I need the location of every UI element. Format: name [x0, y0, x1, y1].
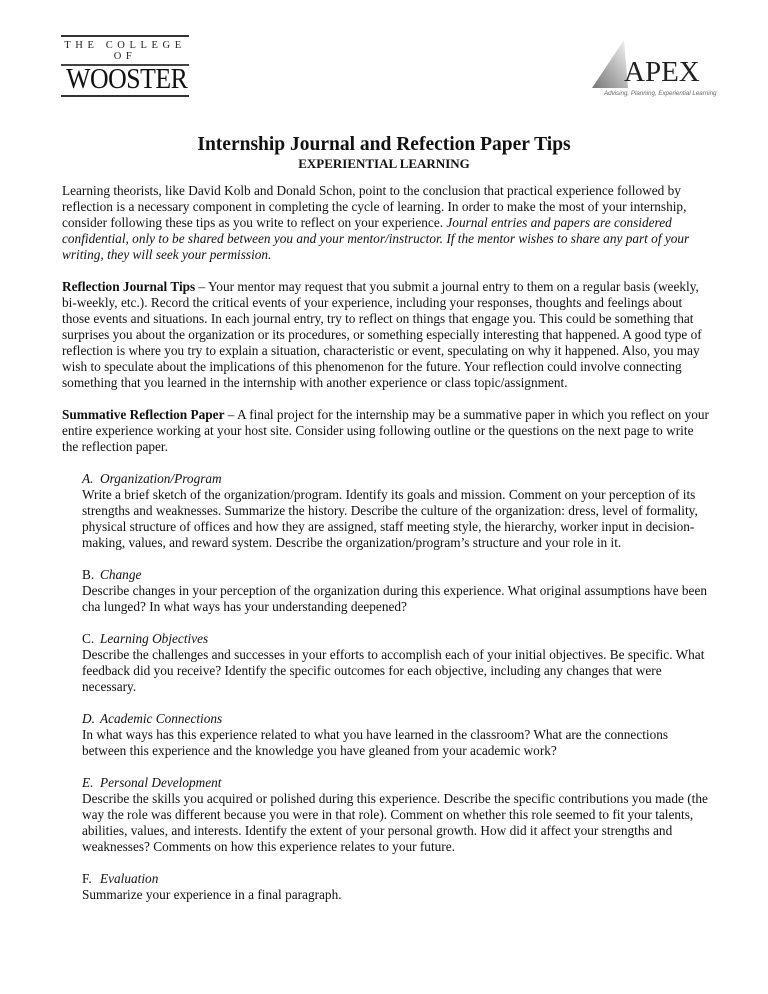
section-academic-connections — [82, 711, 712, 759]
logo-wooster-text: WOOSTER — [66, 63, 188, 95]
intro-text: Learning theorists, like David Kolb and Donald Schon, point to the conclusion that practical experience followed by reflection is a necessary component in completing the cycle of learning. In order to make the most of your internship, consider following these tips as you write to reflect on your experience. — [62, 183, 687, 230]
section-heading: C. Learning Objectives — [82, 631, 209, 646]
section-change — [82, 567, 712, 615]
reflection-journal-text: – Your mentor may request that you submit a journal entry to them on a regular basis (weekly, bi-weekly, etc.). Record the critical events of your experience, including your responses, thoughts and feelings about those events and situations. In each journal entry, try to reflect on things that engage you. This could be something that surprises you about the organization or its procedures, or something especially interesting that happened. A good type of reflection is where you try to explain a situation, characteristic or event, speculating on why it happened. Also, you may wish to speculate about the implications of this phenomenon for the future. Your reflection could involve connecting something that you learned in the internship with another experience or class topic/assignment. — [62, 279, 702, 390]
apex-logo — [590, 38, 717, 98]
section-heading: B. Change — [82, 567, 142, 582]
section-organization-program — [82, 471, 712, 551]
document-title: Internship Journal and Refection Paper Tips — [197, 134, 571, 155]
reflection-journal-heading: Reflection Journal Tips — [62, 279, 196, 294]
apex-wordmark: APEX — [624, 56, 700, 88]
section-personal-development — [82, 775, 712, 855]
summative-paper-heading: Summative Reflection Paper — [62, 407, 225, 422]
document-subtitle: EXPERIENTIAL LEARNING — [298, 156, 470, 171]
summative-paper-text: – A final project for the internship may be a summative paper in which you reflect on your entire experience working at your host site. Consider using following outline or the questions on the next page to write the reflection paper. — [62, 407, 709, 454]
section-text: Summarize your experience in a final paragraph. — [82, 887, 342, 902]
section-text: Describe changes in your perception of the organization during this experience. What original assumptions have been cha lunged? In what ways has your understanding deepened? — [82, 583, 708, 614]
college-of-wooster-logo — [61, 35, 189, 97]
section-evaluation — [82, 871, 712, 903]
document-body — [62, 183, 712, 919]
section-text: Describe the challenges and successes in your efforts to accomplish each of your initial objectives. Be specific. What feedback did you receive? Identify the specific outcomes for each objective, including any changes that were necessary. — [82, 647, 705, 694]
section-text: In what ways has this experience related to what you have learned in the classroom? What are the connections between this experience and the knowledge you have gleaned from your academic work? — [82, 727, 669, 758]
section-heading: D. Academic Connections — [82, 711, 223, 726]
section-heading: F. Evaluation — [82, 871, 159, 886]
section-heading: A. Organization/Program — [82, 471, 222, 486]
section-text: Describe the skills you acquired or polished during this experience. Describe the specific contributions you made (the way the role was different because you were in that role). Comment on whether this role seemed to fit your talents, abilities, values, and interests. Identify the extent of your personal growth. How did it affect your strengths and weaknesses? Comments on how this experience relates to your future. — [82, 791, 708, 854]
intro-paragraph — [62, 183, 712, 263]
apex-tagline: Advising, Planning, Experiential Learning — [604, 90, 717, 97]
summative-paper-paragraph — [62, 407, 712, 455]
section-text: Write a brief sketch of the organization/program. Identify its goals and mission. Comment on your perception of its strengths and weaknesses. Summarize the history. Describe the culture of the organization: dress, level of formality, physical structure of offices and how they are assigned, staff meeting style, the hierarchy, worker input in decision-making, values, and reward system. Describe the organization/program’s structure and your role in it. — [82, 487, 698, 550]
reflection-journal-paragraph — [62, 279, 712, 391]
logo-college-of-text: THE COLLEGE OF — [64, 40, 186, 62]
section-heading: E. Personal Development — [82, 775, 222, 790]
section-learning-objectives — [82, 631, 712, 695]
intro-confidential-note: Journal entries and papers are considered confidential, only to be shared between you and your mentor/instructor. If the mentor wishes to share any part of your writing, they will seek your permission. — [62, 215, 690, 262]
logo-rule-bottom — [61, 95, 189, 97]
